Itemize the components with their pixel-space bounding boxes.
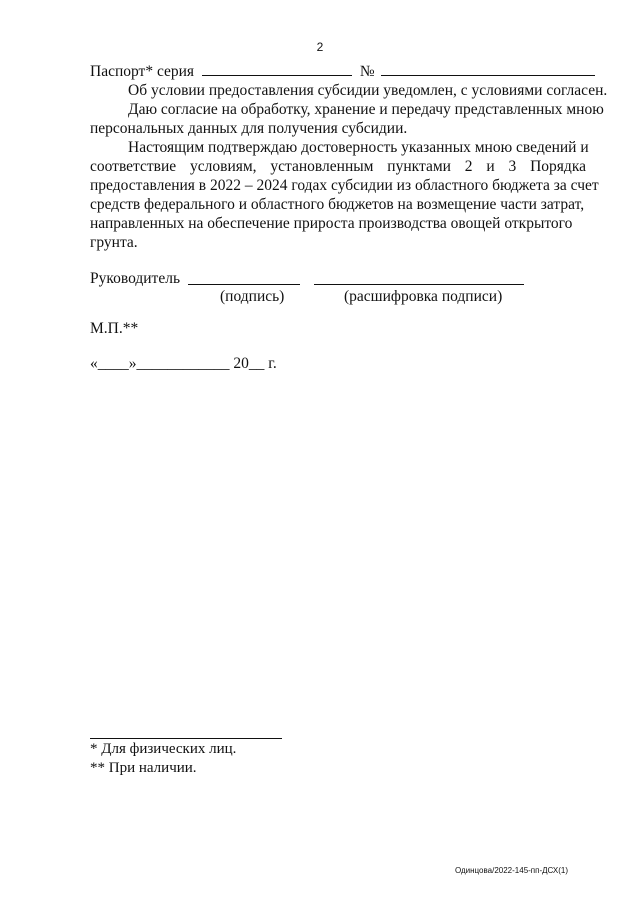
page-number: 2 [316,40,324,54]
signature-caption: (подпись) [220,288,285,305]
signature-role-label: Руководитель [90,270,181,287]
footnotes [90,740,236,778]
paragraph-notification: Об условии предоставления субсидии уведомлен, с условиями согласен. [128,82,608,99]
paragraph-confirm-line-5: направленных на обеспечение прироста производства овощей открытого [90,215,573,232]
paragraph-confirm-line-3: предоставления в 2022 – 2024 годах субсидии из областного бюджета за счет [90,177,599,194]
document-code: Одинцова/2022-145-пп-ДСХ(1) [454,866,568,875]
document-body [90,62,608,252]
passport-number-blank [381,62,595,76]
signature-decoding-caption: (расшифровка подписи) [344,288,503,305]
paragraph-confirm-line-6: грунта. [90,234,138,251]
paragraph-confirm-line-1: Настоящим подтверждаю достоверность указанных мною сведений и [128,139,589,156]
passport-label: Паспорт* серия [90,63,195,80]
footnote-if-available: ** При наличии. [90,760,197,776]
footnote-individuals: * Для физических лиц. [90,741,237,757]
paragraph-confirm-line-4: средств федерального и областного бюджетов на возмещение части затрат, [90,196,585,213]
stamp-placeholder: М.П.** [90,320,139,337]
signature-decoding-line [314,284,524,285]
footnote-divider [90,738,282,739]
passport-number-sign: № [359,63,375,80]
passport-line [90,62,586,81]
paragraph-consent-line-2: персональных данных для получения субсидии. [90,120,408,137]
paragraph-consent-line-1: Даю согласие на обработку, хранение и передачу представленных мною [128,101,604,118]
passport-series-blank [202,62,352,76]
paragraph-confirm-line-2: соответствие условиям, установленным пунктами 2 и 3 Порядка [90,158,586,175]
signature-line [188,284,300,285]
date-line: «____»____________ 20__ г. [90,355,277,372]
